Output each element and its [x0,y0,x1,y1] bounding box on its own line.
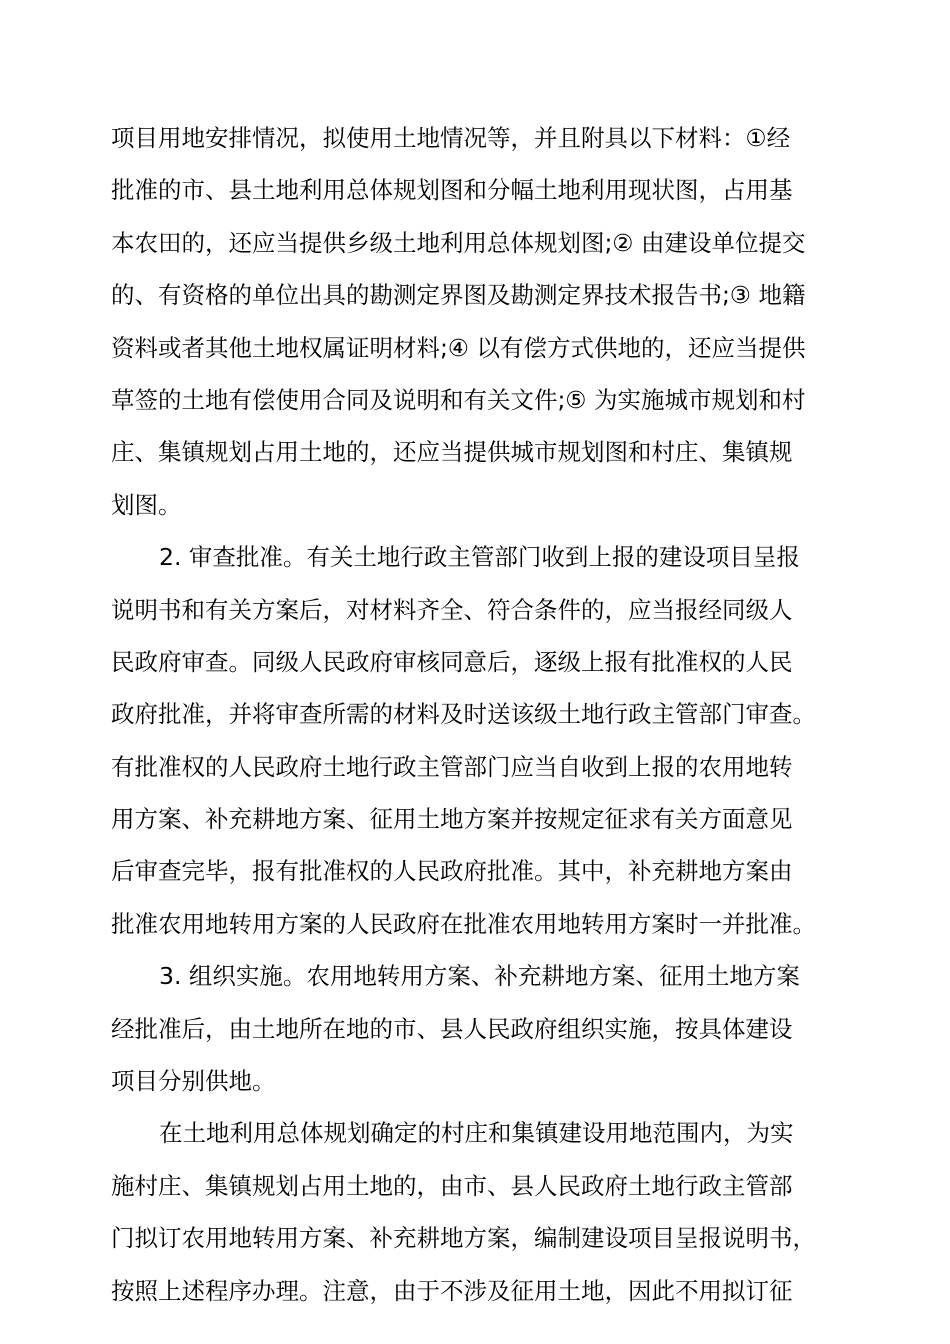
text-line: 资料或者其他土地权属证明材料;④ 以有偿方式供地的，还应当提供 [111,333,806,362]
text-line: 说明书和有关方案后，对材料齐全、符合条件的，应当报经同级人 [111,595,793,624]
text-line: 后审查完毕，报有批准权的人民政府批准。其中，补充耕地方案由 [111,857,793,886]
text-line: 本农田的，还应当提供乡级土地利用总体规划图;② 由建设单位提交 [111,228,806,257]
text-line: 项目分别供地。 [111,1067,276,1096]
text-line: 划图。 [111,490,182,519]
text-line: 草签的土地有偿使用合同及说明和有关文件;⑤ 为实施城市规划和村 [111,385,806,414]
paragraph-materials-list [111,112,841,531]
text-line: 3. 组织实施。农用地转用方案、补充耕地方案、征用土地方案 [159,962,800,991]
text-line: 施村庄、集镇规划占用土地的，由市、县人民政府土地行政主管部 [111,1171,793,1200]
text-line: 2. 审查批准。有关土地行政主管部门收到上报的建设项目呈报 [159,543,800,572]
text-line: 的、有资格的单位出具的勘测定界图及勘测定界技术报告书;③ 地籍 [111,281,806,310]
text-line: 经批准后，由土地所在地的市、县人民政府组织实施，按具体建设 [111,1014,793,1043]
text-line: 政府批准，并将审查所需的材料及时送该级土地行政主管部门审查。 [111,700,816,729]
text-line: 庄、集镇规划占用土地的，还应当提供城市规划图和村庄、集镇规 [111,438,793,467]
text-line: 批准的市、县土地利用总体规划图和分幅土地利用现状图，占用基 [111,176,793,205]
text-line: 用方案、补充耕地方案、征用土地方案并按规定征求有关方面意见 [111,805,793,834]
text-line: 有批准权的人民政府土地行政主管部门应当自收到上报的农用地转 [111,752,793,781]
text-line: 批准农用地转用方案的人民政府在批准农用地转用方案时一并批准。 [111,909,816,938]
paragraph-implementation [111,950,841,1107]
text-line: 民政府审查。同级人民政府审核同意后，逐级上报有批准权的人民 [111,647,793,676]
text-line: 项目用地安排情况，拟使用土地情况等，并且附具以下材料：①经 [111,124,791,152]
text-line: 在土地利用总体规划确定的村庄和集镇建设用地范围内，为实 [159,1119,794,1148]
text-line: 门拟订农用地转用方案、补充耕地方案，编制建设项目呈报说明书， [111,1224,816,1253]
text-line: 按照上述程序办理。注意，由于不涉及征用土地，因此不用拟订征 [111,1276,793,1305]
document-body [111,112,841,1317]
paragraph-review-approval [111,531,841,950]
paragraph-village-planning [111,1107,841,1317]
